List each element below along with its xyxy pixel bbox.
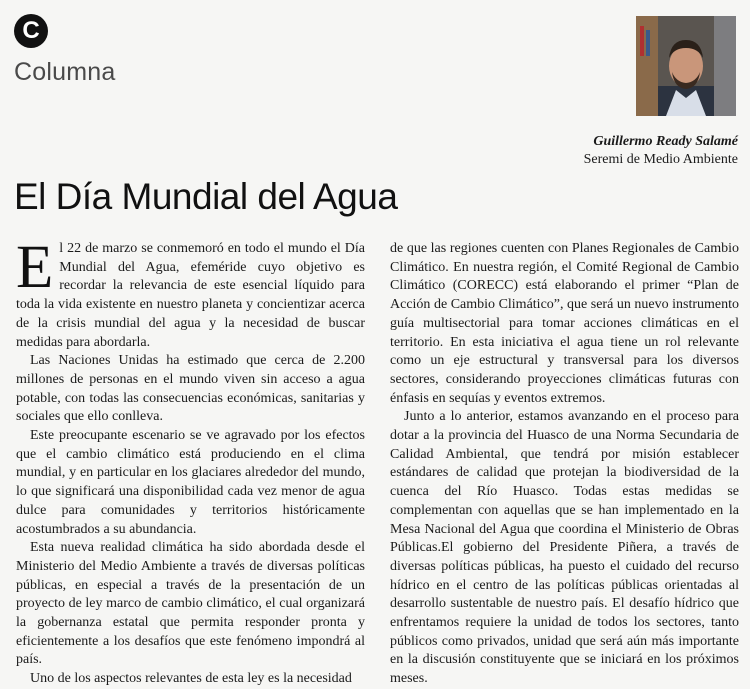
paragraph: El 22 de marzo se conmemoró en todo el mundo el Día Mundial del Agua, efeméride cuyo objetivo es recordar la relevancia de este esencial líquido para toda la vida existente en nuestro planeta y concientizar acerca de la crisis mundial del agua y la necesidad de buscar medidas para abordarla. bbox=[16, 234, 365, 350]
article-column-left bbox=[16, 234, 365, 687]
dropcap: E bbox=[16, 234, 54, 301]
logo-icon: C bbox=[14, 14, 48, 48]
paragraph: Este preocupante escenario se ve agravado por los efectos que el cambio climático está produciendo en el clima mundial, y en particular en los glaciares alrededor del mundo, lo que significará una disponibilidad cada vez menor de agua dulce para comunidades y territorios históricamente acostumbrados a su abundancia. bbox=[16, 428, 365, 537]
author-portrait-icon bbox=[636, 16, 736, 116]
article-title: El Día Mundial del Agua bbox=[14, 176, 398, 217]
paragraph: Uno de los aspectos relevantes de esta ley es la necesidad bbox=[30, 671, 352, 687]
paragraph: Esta nueva realidad climática ha sido abordada desde el Ministerio del Medio Ambiente a través de diversas políticas públicas, en especial a través de la presentación de un proyecto de ley marco de cambio climático, el cual organizará la gobernanza estatal que permita responder pronta y eficientemente a los desafíos que este fenómeno impondrá al país. bbox=[16, 540, 365, 668]
paragraph: Las Naciones Unidas ha estimado que cerca de 2.200 millones de personas en el mundo viven sin acceso a agua potable, con todas las consecuencias económicas, sanitarias y sociales que ello conlleva. bbox=[16, 353, 365, 425]
author-photo bbox=[636, 16, 736, 116]
section-label: Columna bbox=[14, 58, 116, 86]
paragraph: Junto a lo anterior, estamos avanzando en el proceso para dotar a la provincia del Huasco de una Norma Secundaria de Calidad Ambiental, que tendrá por misión establecer estándares de calidad que protejan la biodiversidad de la cuenca del Río Huasco. Todas estas medidas se complementan con aquellas que se han implementado en la Mesa Nacional del Agua que coordina el Ministerio de Obras Públicas.El gobierno del Presidente Piñera, a través de diversas políticas públicas, ha puesto el cuidado del recurso hídrico en el centro de las políticas públicas orientadas al desarrollo sustentable de nuestro país. El desafío hídrico que enfrentamos requiere la unidad de todos los sectores, tanto públicos como privados, unidad que será aún más importante en la discusión constituyente que se iniciará en los próximos meses. bbox=[390, 409, 739, 687]
article-column-right bbox=[390, 240, 739, 687]
author-name: Guillermo Ready Salamé bbox=[593, 134, 738, 149]
author-role: Seremi de Medio Ambiente bbox=[583, 152, 738, 167]
paragraph: de que las regiones cuenten con Planes Regionales de Cambio Climático. En nuestra región, el Comité Regional de Cambio Climático (CORECC) está elaborando el primer “Plan de Acción de Cambio Climático”, que será un nuevo instrumento guía multisectorial para tomar acciones climáticas en el territorio. En esta iniciativa el agua tiene un rol relevante como un eje estructural y transversal para los diversos sectores, considerando proyecciones climáticas futuras con énfasis en sequías y eventos extremos. bbox=[390, 241, 739, 406]
